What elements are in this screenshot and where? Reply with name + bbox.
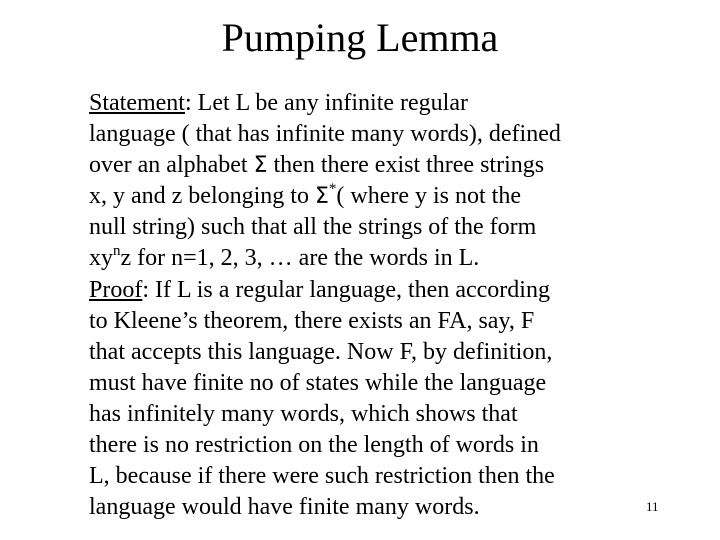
slide-title: Pumping Lemma <box>221 15 499 60</box>
statement-line-1-text: : Let L be any infinite regular <box>184 90 468 116</box>
statement-line-3a: over an alphabet <box>89 152 254 179</box>
statement-line-1 <box>89 88 689 119</box>
sigma-symbol: Σ <box>253 153 268 179</box>
statement-paragraph <box>89 88 689 275</box>
proof-line-2: to Kleene’s theorem, there exists an FA, say, F <box>89 307 535 334</box>
statement-line-3b: then there exist three strings <box>267 152 545 179</box>
proof-line-7: L, because if there were such restriction then the <box>89 463 555 490</box>
statement-line-4b: ( where y is not the <box>336 183 521 210</box>
statement-line-6a: xy <box>89 245 113 272</box>
proof-paragraph <box>89 275 689 524</box>
proof-line-6: there is no restriction on the length of words in <box>89 432 539 459</box>
proof-line-3: that accepts this language. Now F, by definition, <box>89 338 553 365</box>
statement-line-4 <box>89 181 689 212</box>
page-number: 11 <box>646 499 659 514</box>
sigma-star-symbol: Σ <box>314 184 329 210</box>
statement-line-6 <box>89 243 689 274</box>
statement-line-3 <box>89 150 689 181</box>
statement-line-6b: z for n=1, 2, 3, … are the words in L. <box>120 245 480 272</box>
proof-line-4: must have finite no of states while the language <box>89 369 547 396</box>
statement-label: Statement <box>89 90 185 116</box>
proof-line-5: has infinitely many words, which shows that <box>89 400 518 427</box>
proof-line-1-text: : If L is a regular language, then according <box>142 276 550 303</box>
statement-line-2: language ( that has infinite many words), defined <box>89 121 561 148</box>
proof-line-8: language would have finite many words. <box>89 494 480 521</box>
slide-body <box>89 88 689 523</box>
exponent-n: n <box>113 243 121 260</box>
statement-line-4a: x, y and z belonging to <box>89 183 315 210</box>
proof-line-1 <box>89 275 689 306</box>
statement-line-5: null string) such that all the strings of the form <box>89 214 537 241</box>
proof-label: Proof <box>89 276 143 303</box>
kleene-star: * <box>328 181 337 198</box>
